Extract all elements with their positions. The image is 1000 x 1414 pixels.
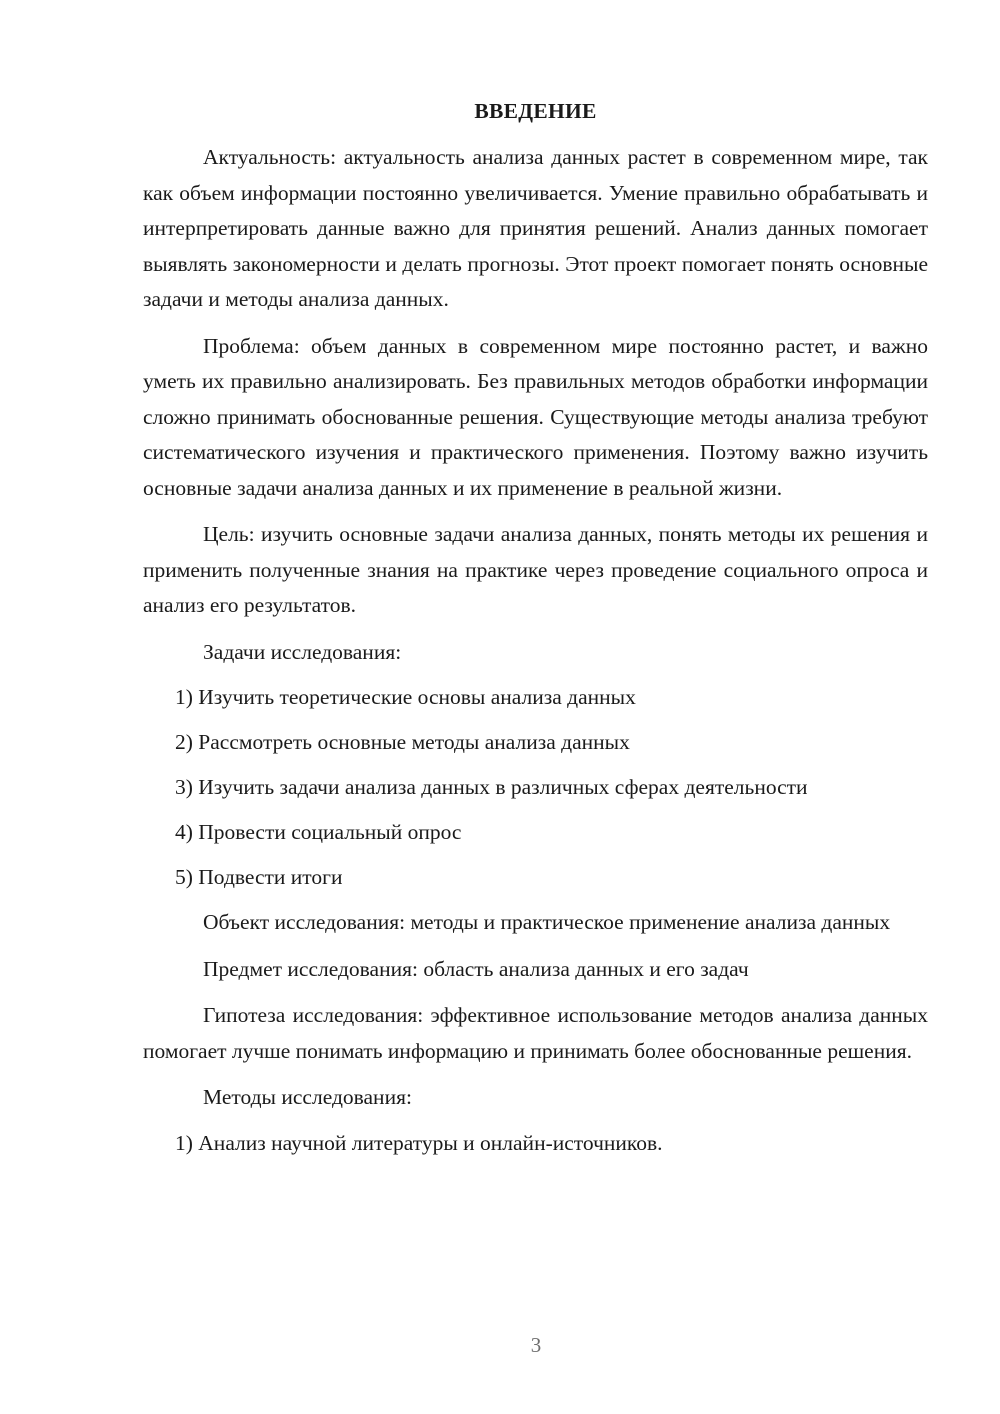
hypothesis-paragraph: Гипотеза исследования: эффективное использование методов анализа данных помогает лучше понимать информацию и принимать более обоснованные решения. bbox=[143, 1003, 928, 1063]
page-content bbox=[143, 96, 928, 1171]
task-item-5: 5) Подвести итоги bbox=[175, 865, 343, 889]
section-heading: ВВЕДЕНИЕ bbox=[474, 99, 597, 123]
task-item-4: 4) Провести социальный опрос bbox=[175, 820, 462, 844]
task-item-3: 3) Изучить задачи анализа данных в различных сферах деятельности bbox=[175, 775, 808, 799]
goal-paragraph: Цель: изучить основные задачи анализа данных, понять методы их решения и применить полученные знания на практике через проведение социального опроса и анализ его результатов. bbox=[143, 522, 928, 617]
tasks-list bbox=[143, 680, 928, 896]
task-item-2: 2) Рассмотреть основные методы анализа данных bbox=[175, 730, 630, 754]
object-paragraph: Объект исследования: методы и практическое применение анализа данных bbox=[203, 910, 891, 934]
method-item-1: 1) Анализ научной литературы и онлайн-источников. bbox=[175, 1130, 663, 1155]
relevance-paragraph: Актуальность: актуальность анализа данных растет в современном мире, так как объем информации постоянно увеличивается. Умение правильно обрабатывать и интерпретировать данные важно для принятия решений. Анализ данных помогает выявлять закономерности и делать прогнозы. Этот проект помогает понять основные задачи и методы анализа данных. bbox=[143, 145, 928, 311]
subject-paragraph: Предмет исследования: область анализа данных и его задач bbox=[203, 956, 749, 981]
problem-paragraph: Проблема: объем данных в современном мире постоянно растет, и важно уметь их правильно анализировать. Без правильных методов обработки информации сложно принимать обоснованные решения. Существующие методы анализа требуют систематического изучения и практического применения. Поэтому важно изучить основные задачи анализа данных и их применение в реальной жизни. bbox=[143, 333, 928, 500]
methods-label: Методы исследования: bbox=[203, 1085, 412, 1109]
methods-list bbox=[143, 1126, 928, 1162]
task-item-1: 1) Изучить теоретические основы анализа данных bbox=[175, 685, 636, 709]
tasks-label: Задачи исследования: bbox=[203, 639, 402, 664]
page-number: 3 bbox=[530, 1333, 542, 1357]
